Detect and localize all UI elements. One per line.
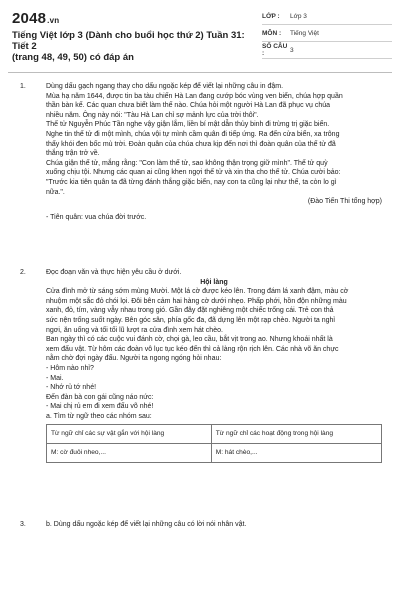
passage-line: thần bàn kế. Các quan chưa biết làm thế nào. Chúa hỏi một người Hà Lan đã phục vụ chúa <box>46 102 331 110</box>
passage-source: (Đào Tiến Thi tổng hợp) <box>307 198 382 206</box>
passage-note: - Tiên quân: vua chúa đời trước. <box>46 213 147 221</box>
passage-line: nữa.". <box>46 188 65 196</box>
passage-line: Mùa hạ năm 1644, được tin ba tàu chiến Hà Lan đang cướp bóc vùng ven biển, chúa hợp quần <box>46 92 343 100</box>
title-line: (trang 48, 49, 50) có đáp án <box>12 52 134 63</box>
document-title <box>12 30 252 63</box>
meta-row-class <box>262 8 392 25</box>
header-divider <box>8 72 392 73</box>
table-cell[interactable]: M: cờ đuôi nheo,... <box>47 443 212 462</box>
table-header-cell: Từ ngữ chỉ các hoạt động trong hội làng <box>211 424 381 443</box>
passage-line: "Trước kia tiên quân ta đã từng đánh thắng giặc biển, nay con ta cũng lại như thế, ta còn lo gì <box>46 178 337 186</box>
passage-line: nằm chờ đợi ngày đấu. Người ta ngong ngóng hỏi nhau: <box>46 355 222 363</box>
table-cell[interactable]: M: hát chèo,... <box>211 443 381 462</box>
meta-info <box>262 8 392 59</box>
question-body <box>46 268 382 463</box>
meta-value: 3 <box>290 46 294 54</box>
title-line: Tiếng Việt lớp 3 (Dành cho buổi học thứ 2) Tuần 31: Tiết 2 <box>12 30 245 52</box>
passage-line: - Nhớ rủ tớ nhé! <box>46 384 97 392</box>
question-prompt: Đọc đoạn văn và thực hiện yêu cầu ở dưới. <box>46 269 182 276</box>
table-header-row <box>47 424 382 443</box>
passage-line: - Hôm nào nhỉ? <box>46 364 94 372</box>
passage-line: Chúa giận thế tử, mắng rằng: "Con làm thế tử, sao không thận trọng giữ mình". Thế tử quỳ <box>46 159 328 167</box>
passage-line: nhiều năm. Ông này nói: "Tàu Hà Lan chỉ sợ mảnh lực của trời thôi". <box>46 111 259 119</box>
passage-line: thấy khói đen bốc mù trời. Đoàn quân của chúa chưa kịp đến nơi thì đoàn quân của thế tử đã <box>46 140 336 148</box>
passage-line: xuống chịu tội. Nhưng các quan ai cũng khen ngợi thế tử và xin tha cho thế tử. Chúa cười bảo: <box>46 169 341 177</box>
question-number: 1. <box>20 83 26 90</box>
passage-line: Cửa đình mở từ sáng sớm mùng Mười. Một lá cờ được kéo lên. Trong đám lá xanh đậm, màu cờ <box>46 288 349 296</box>
passage-line: Đến đàn bà con gái cũng náo nức: <box>46 393 154 401</box>
meta-value: Tiếng Việt <box>290 29 319 37</box>
passage-line: ngơi, ăn uống và tối tối lũ lượt ra cửa đình xem hát chèo. <box>46 326 223 334</box>
table-header-cell: Từ ngữ chỉ các sự vật gắn với hội làng <box>47 424 212 443</box>
meta-key: SỐ CÂU : <box>262 43 288 57</box>
passage-line: - Mai chị rủ em đi xem đấu võ nhé! <box>46 403 154 411</box>
passage-line: xanh, đỏ, tím, vàng vẫy nhau trong gió. Gần đây đặt nghiêng một chiếc trống cái. Trẻ con thả <box>46 307 334 315</box>
meta-row-count <box>262 42 392 59</box>
logo-suffix: .vn <box>47 16 60 25</box>
task-prompt: a. Tìm từ ngữ theo các nhóm sau: <box>46 412 152 420</box>
question-number: 2. <box>20 269 26 276</box>
page-header <box>8 8 392 66</box>
site-logo[interactable] <box>12 10 59 27</box>
meta-key: MÔN : <box>262 29 282 37</box>
passage-line: nhuộm một sắc đỏ chói lọi. Đôi bên cảm hai hàng cờ dưới nhẹo. Phấp phới, hồn độn những màu <box>46 297 347 305</box>
passage-line: Ban ngày thì có các cuộc vui đánh cờ, chọi gà, leo cầu, bắt vịt trong ao. Nhưng khoái nhất là <box>46 336 333 344</box>
question-prompt: Dùng dấu gạch ngang thay cho dấu ngoặc kép để viết lại những câu in đậm. <box>46 83 284 90</box>
meta-key: LỚP : <box>262 12 280 20</box>
passage-line: xem đấu vật. Từ hôm các đoàn vô lục tục kéo đến thì cả làng rộn rịch lên. Các nhà võ ăn chực <box>46 345 339 353</box>
passage-line: sức nện trống suốt ngày. Bên góc sân, phía gốc đa, đã dựng lên một rạp chèo. Người ta nghỉ <box>46 316 335 324</box>
question-body <box>46 82 382 222</box>
passage-line: - Mai. <box>46 374 64 382</box>
question-number: 3. <box>20 521 26 528</box>
logo-text: 2048 <box>12 10 47 27</box>
meta-value: Lớp 3 <box>290 12 307 20</box>
passage-title: Hội làng <box>200 278 228 286</box>
table-row <box>47 443 382 462</box>
passage-line: thắng trận trở về. <box>46 150 100 158</box>
meta-row-subject <box>262 25 392 42</box>
question-prompt: b. Dùng dấu ngoặc kép để viết lại những câu có lời nói nhân vật. <box>46 521 247 528</box>
passage-line: Nghe tin thế tử đi một mình, chúa vội tự mình cầm quân đi tiếp ứng. Ra đến cửa biển, xa trông <box>46 130 340 138</box>
question-body <box>46 520 382 530</box>
passage-line: Thế tử Nguyễn Phúc Tần nghe vậy giận lắm, liền bí mật dẫn thủy binh đi trừng trị giặc biển. <box>46 121 330 129</box>
answer-table <box>46 424 382 463</box>
